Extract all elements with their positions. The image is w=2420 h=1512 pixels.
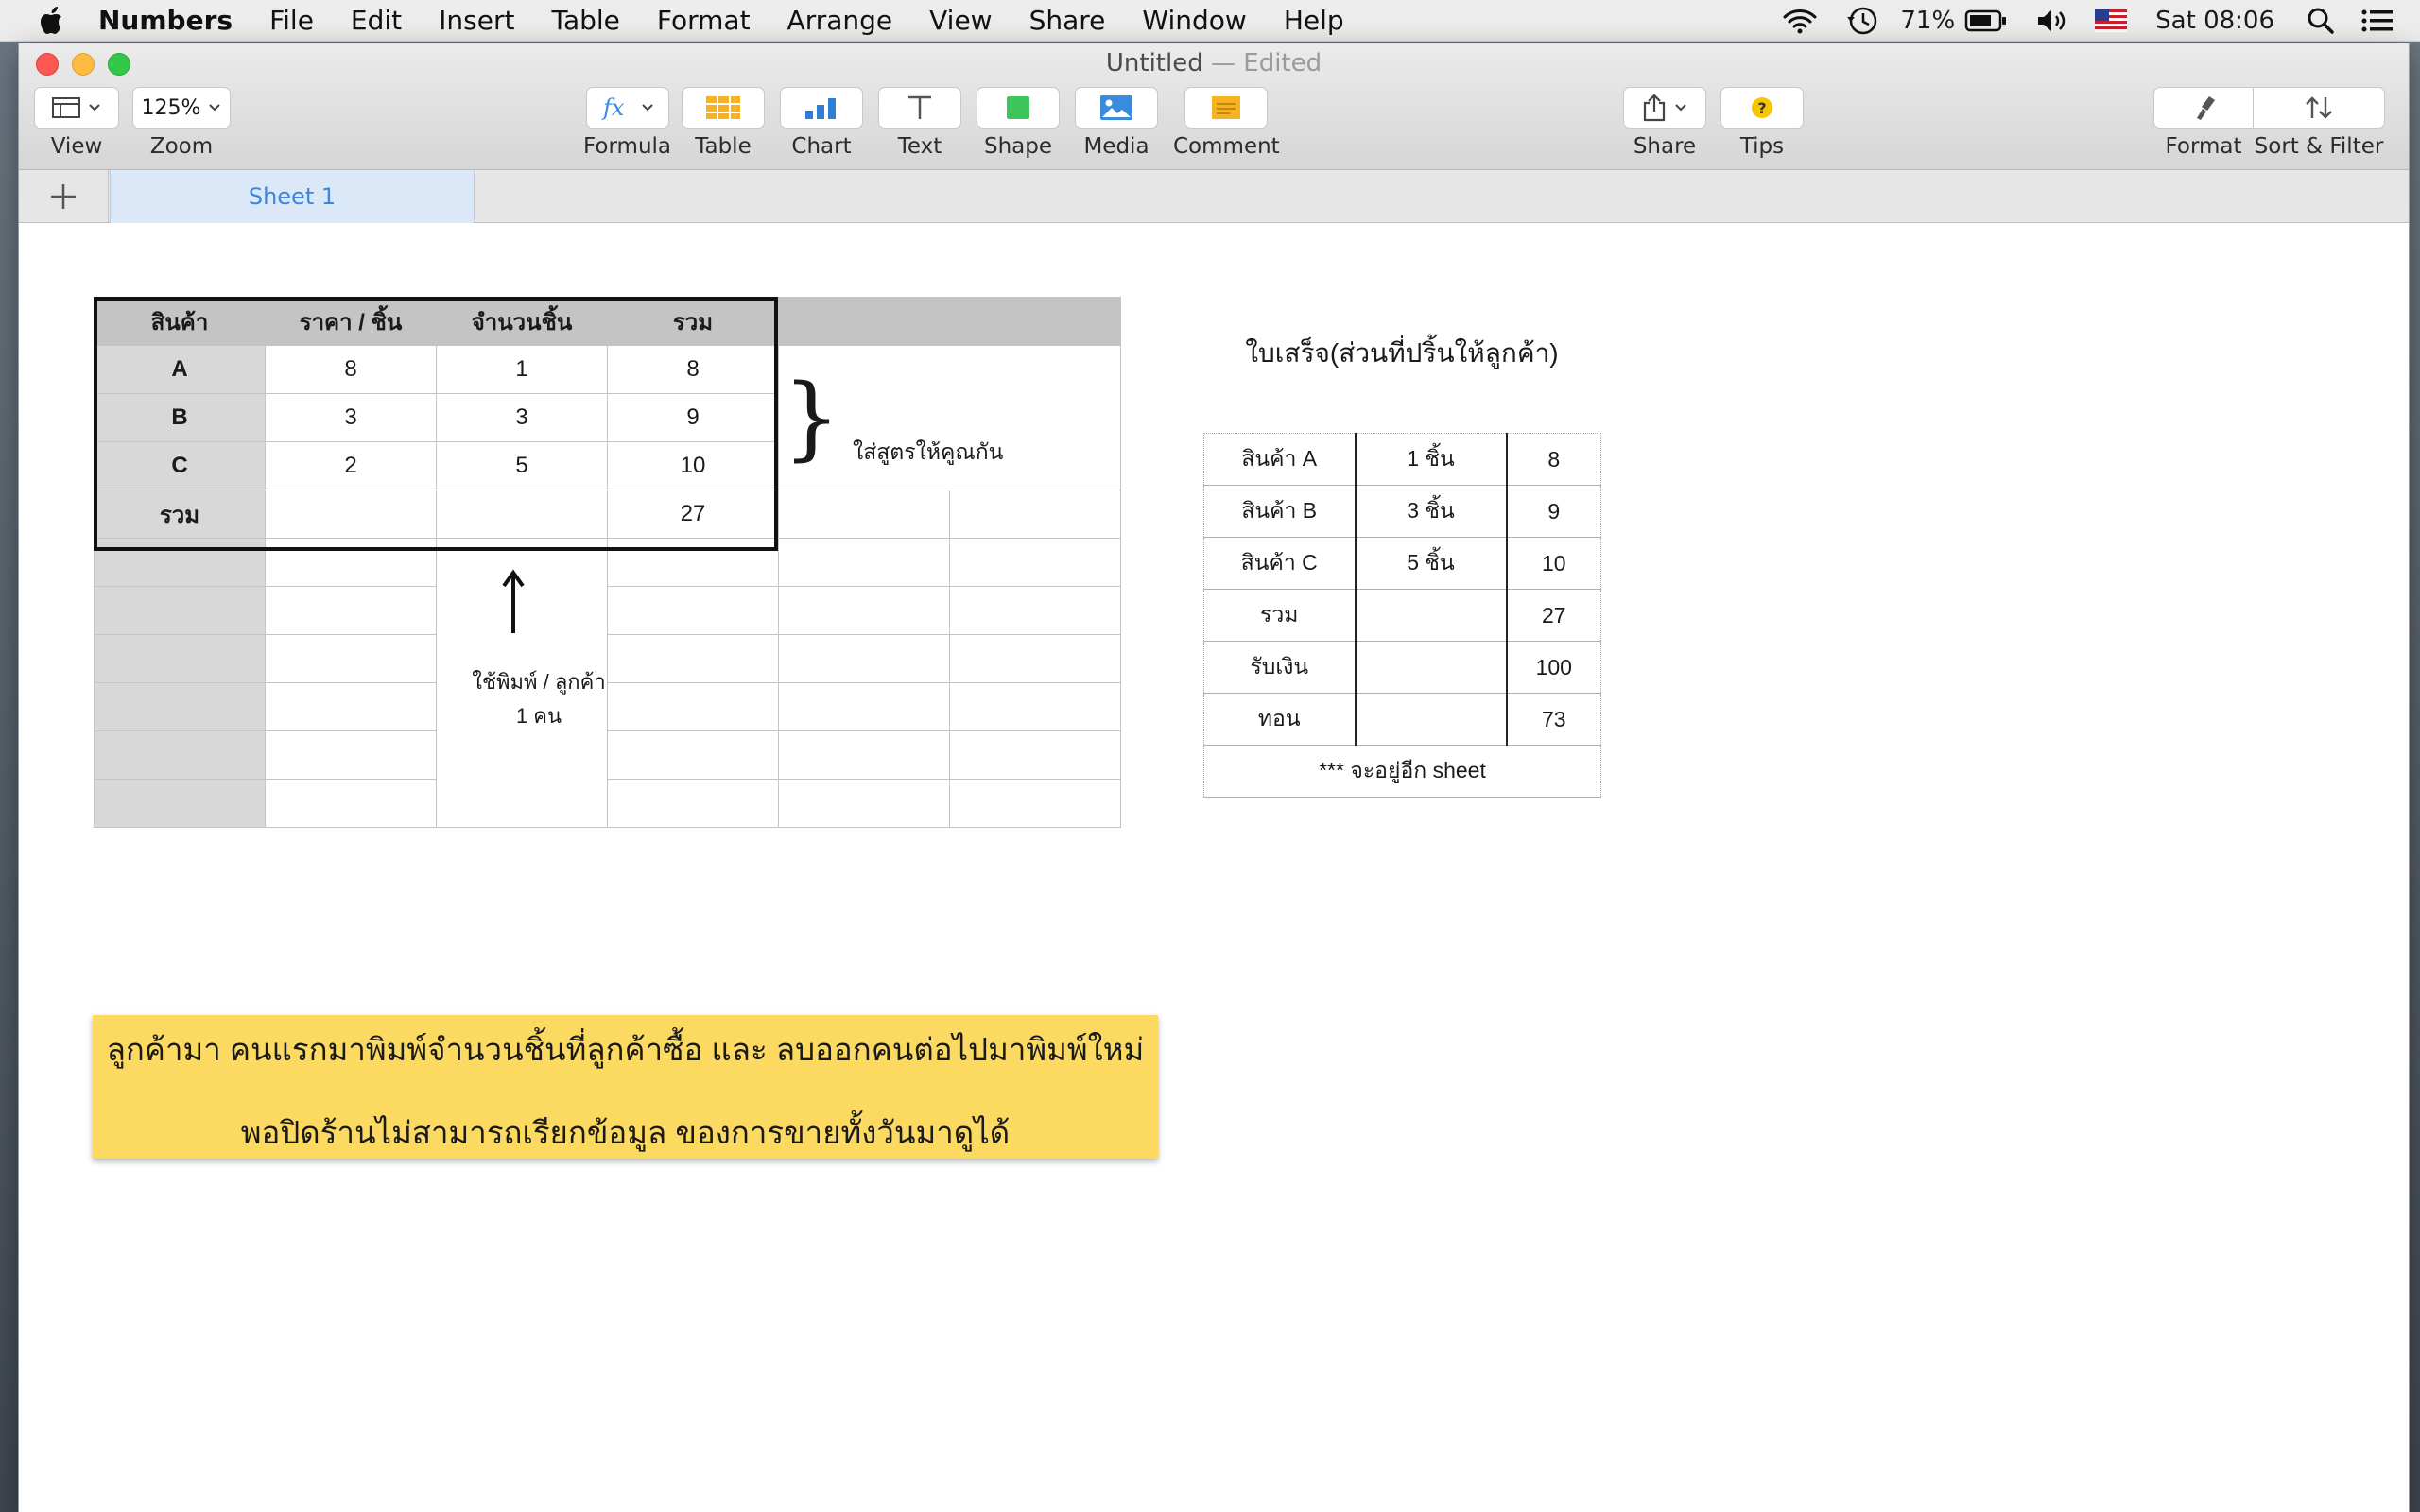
- table-header-row: [95, 298, 1121, 346]
- table-cell[interactable]: [950, 635, 1121, 683]
- document-title[interactable]: Untitled: [1105, 49, 1203, 77]
- table-cell[interactable]: 10: [1507, 538, 1601, 590]
- battery-icon[interactable]: [1964, 9, 2008, 33]
- table-cell[interactable]: [608, 683, 779, 731]
- table-cell[interactable]: [779, 539, 950, 587]
- table-cell[interactable]: [608, 731, 779, 780]
- table-cell[interactable]: 3 ชิ้น: [1356, 486, 1507, 538]
- comment-label: Comment: [1173, 134, 1280, 159]
- table-row: [95, 539, 1121, 587]
- table-cell[interactable]: รับเงิน: [1204, 642, 1356, 694]
- tips-tool: [1720, 87, 1804, 159]
- table-cell[interactable]: [950, 780, 1121, 828]
- row-header-cell[interactable]: [95, 780, 266, 828]
- menu-help[interactable]: Help: [1283, 5, 1344, 36]
- view-label: View: [50, 134, 103, 159]
- notification-center-icon[interactable]: [2361, 8, 2394, 34]
- menu-table[interactable]: Table: [551, 5, 620, 36]
- menu-view[interactable]: View: [929, 5, 993, 36]
- format-tool: [2153, 87, 2254, 159]
- shape-tool: [977, 87, 1060, 159]
- apple-menu-icon[interactable]: [36, 4, 70, 38]
- table-cell[interactable]: [779, 635, 950, 683]
- table-cell[interactable]: 8: [266, 346, 437, 394]
- formula-label: Formula: [583, 134, 671, 159]
- table-cell[interactable]: [779, 490, 950, 539]
- table-cell[interactable]: [266, 539, 437, 587]
- chevron-down-icon: [1674, 103, 1687, 112]
- table-row: [1204, 694, 1601, 746]
- table-cell[interactable]: [1356, 642, 1507, 694]
- table-cell[interactable]: 8: [1507, 434, 1601, 486]
- table-row: [1204, 538, 1601, 590]
- window-title: [19, 49, 2409, 77]
- table-cell[interactable]: [950, 587, 1121, 635]
- menu-insert[interactable]: Insert: [439, 5, 515, 36]
- main-sales-table: [94, 297, 1121, 828]
- header-cell[interactable]: [950, 298, 1121, 346]
- print-note-line: ใช้พิมพ์ / ลูกค้า: [472, 670, 606, 694]
- table-label: Table: [695, 134, 752, 159]
- print-note-line: 1 คน: [515, 704, 562, 728]
- header-cell[interactable]: ราคา / ชิ้น: [266, 298, 437, 346]
- share-label: Share: [1633, 134, 1697, 159]
- table-cell[interactable]: [608, 635, 779, 683]
- table-cell[interactable]: [266, 683, 437, 731]
- menu-arrange[interactable]: Arrange: [786, 5, 893, 36]
- table-cell[interactable]: [266, 780, 437, 828]
- header-cell[interactable]: จำนวนชิ้น: [437, 298, 608, 346]
- media-button[interactable]: [1075, 87, 1158, 129]
- share-icon: [1642, 94, 1667, 122]
- tips-label: Tips: [1739, 134, 1785, 159]
- paintbrush-icon: [2189, 94, 2218, 122]
- table-row: [95, 346, 1121, 394]
- table-cell[interactable]: [266, 587, 437, 635]
- up-arrow-shape[interactable]: [499, 569, 527, 635]
- row-header-cell[interactable]: A: [95, 346, 266, 394]
- table-cell[interactable]: [779, 731, 950, 780]
- chart-label: Chart: [791, 134, 852, 159]
- square-shape-icon: [1006, 95, 1030, 120]
- format-button[interactable]: [2153, 87, 2254, 129]
- text-button[interactable]: [878, 87, 961, 129]
- table-cell[interactable]: [1356, 694, 1507, 746]
- window-titlebar: [19, 43, 2409, 170]
- svg-text:?: ?: [1757, 99, 1767, 117]
- table-cell[interactable]: 27: [1507, 590, 1601, 642]
- us-flag-icon[interactable]: [2095, 9, 2127, 32]
- table-cell[interactable]: [437, 490, 608, 539]
- table-cell[interactable]: ทอน: [1204, 694, 1356, 746]
- print-note-text[interactable]: [452, 665, 626, 733]
- table-footer-row: [95, 490, 1121, 539]
- table-cell[interactable]: [950, 539, 1121, 587]
- table-row: [1204, 642, 1601, 694]
- table-cell[interactable]: [266, 490, 437, 539]
- row-header-cell[interactable]: [95, 683, 266, 731]
- sticky-note-line: พอปิดร้านไม่สามารถเรียกข้อมูล ของการขายทั้งวันมาดูได้: [240, 1115, 1011, 1150]
- shape-label: Shape: [983, 134, 1053, 159]
- formula-tool: [583, 87, 671, 159]
- sheet-tab-active[interactable]: Sheet 1: [110, 170, 475, 223]
- sticky-note[interactable]: [93, 1015, 1158, 1159]
- table-cell[interactable]: [608, 780, 779, 828]
- row-header-cell[interactable]: C: [95, 442, 266, 490]
- table-cell[interactable]: [779, 780, 950, 828]
- formula-note-text[interactable]: ใส่สูตรให้คูณกัน: [853, 439, 1004, 464]
- menu-bar: [0, 0, 2420, 42]
- menu-format[interactable]: Format: [656, 5, 751, 36]
- comment-note-icon: [1211, 95, 1241, 120]
- chevron-down-icon: [88, 103, 101, 112]
- help-question-icon: [1750, 95, 1774, 120]
- zoom-select[interactable]: [132, 87, 231, 129]
- row-header-cell[interactable]: รวม: [95, 490, 266, 539]
- table-cell[interactable]: [779, 587, 950, 635]
- table-cell[interactable]: 27: [608, 490, 779, 539]
- table-cell[interactable]: 1: [437, 346, 608, 394]
- spotlight-icon[interactable]: [2307, 7, 2335, 35]
- text-tool: [878, 87, 961, 159]
- receipt-footer-cell[interactable]: *** จะอยู่อีก sheet: [1204, 746, 1601, 798]
- table-footer-row: [1204, 746, 1601, 798]
- comment-button[interactable]: [1184, 87, 1268, 129]
- table-cell[interactable]: 100: [1507, 642, 1601, 694]
- text-t-icon: [906, 94, 934, 121]
- table-cell[interactable]: สินค้า A: [1204, 434, 1356, 486]
- table-cell[interactable]: 73: [1507, 694, 1601, 746]
- view-tool: [34, 87, 119, 159]
- share-button[interactable]: [1623, 87, 1706, 129]
- table-cell[interactable]: สินค้า B: [1204, 486, 1356, 538]
- bar-chart-icon: [804, 95, 839, 120]
- zoom-tool: [132, 87, 231, 159]
- sort-filter-label: Sort & Filter: [2254, 134, 2384, 159]
- sidebar-layout-icon: [52, 97, 80, 118]
- table-cell[interactable]: 9: [1507, 486, 1601, 538]
- function-fx-icon: [601, 95, 633, 120]
- table-cell[interactable]: 3: [266, 394, 437, 442]
- clock[interactable]: Sat 08:06: [2155, 7, 2274, 35]
- curly-brace-shape: }: [783, 365, 841, 471]
- plus-icon: [49, 182, 78, 211]
- row-header-cell[interactable]: B: [95, 394, 266, 442]
- table-cell[interactable]: [779, 683, 950, 731]
- chart-tool: [780, 87, 863, 159]
- row-header-cell[interactable]: [95, 635, 266, 683]
- table-button[interactable]: [682, 87, 765, 129]
- table-row: [95, 731, 1121, 780]
- sheet-canvas: [19, 223, 2409, 1512]
- shape-button[interactable]: [977, 87, 1060, 129]
- comment-tool: [1173, 87, 1280, 159]
- menu-app-numbers[interactable]: Numbers: [98, 5, 233, 36]
- battery-percent: 71%: [1900, 7, 1956, 35]
- table-cell[interactable]: [950, 731, 1121, 780]
- table-row: [1204, 590, 1601, 642]
- time-machine-icon[interactable]: [1845, 5, 1879, 37]
- text-label: Text: [897, 134, 942, 159]
- table-cell[interactable]: 2: [266, 442, 437, 490]
- wifi-icon[interactable]: [1781, 7, 1819, 35]
- table-cell[interactable]: [1356, 590, 1507, 642]
- header-cell[interactable]: รวม: [608, 298, 779, 346]
- formula-button[interactable]: [586, 87, 669, 129]
- sort-filter-tool: [2253, 87, 2385, 159]
- table-cell[interactable]: [608, 539, 779, 587]
- view-button[interactable]: [34, 87, 119, 129]
- photo-icon: [1099, 94, 1133, 121]
- table-cell[interactable]: 9: [608, 394, 779, 442]
- title-separator: —: [1211, 49, 1236, 77]
- chevron-down-icon: [641, 103, 654, 112]
- sort-arrows-icon: [2304, 94, 2334, 121]
- table-cell[interactable]: 8: [608, 346, 779, 394]
- share-tool: [1623, 87, 1706, 159]
- svg-text:fx: fx: [602, 95, 624, 120]
- tips-button[interactable]: [1720, 87, 1804, 129]
- menu-file[interactable]: File: [269, 5, 314, 36]
- zoom-value: 125%: [141, 95, 201, 120]
- table-cell[interactable]: รวม: [1204, 590, 1356, 642]
- receipt-table: [1203, 433, 1601, 798]
- menu-share[interactable]: Share: [1028, 5, 1106, 36]
- add-sheet-button[interactable]: [19, 170, 109, 222]
- table-icon: [705, 95, 741, 120]
- zoom-label: Zoom: [149, 134, 214, 159]
- chevron-down-icon: [208, 103, 221, 112]
- table-cell[interactable]: 10: [608, 442, 779, 490]
- table-row: [95, 780, 1121, 828]
- row-header-cell[interactable]: [95, 587, 266, 635]
- numbers-window: [19, 43, 2409, 1512]
- table-cell[interactable]: 3: [437, 394, 608, 442]
- table-row: [1204, 486, 1601, 538]
- format-label: Format: [2165, 134, 2242, 159]
- menu-window[interactable]: Window: [1142, 5, 1247, 36]
- volume-icon[interactable]: [2034, 7, 2068, 35]
- table-cell[interactable]: สินค้า C: [1204, 538, 1356, 590]
- header-cell[interactable]: [779, 298, 950, 346]
- table-cell[interactable]: [608, 587, 779, 635]
- receipt-title[interactable]: ใบเสร็จ(ส่วนที่ปริ้นให้ลูกค้า): [1245, 338, 1559, 368]
- table-cell[interactable]: [266, 635, 437, 683]
- table-cell[interactable]: 1 ชิ้น: [1356, 434, 1507, 486]
- table-cell[interactable]: [266, 731, 437, 780]
- sheet-tab-bar: [19, 170, 2409, 223]
- table-cell[interactable]: 5: [437, 442, 608, 490]
- chart-button[interactable]: [780, 87, 863, 129]
- table-cell[interactable]: [950, 683, 1121, 731]
- row-header-cell[interactable]: [95, 539, 266, 587]
- sticky-note-line: ลูกค้ามา คนแรกมาพิมพ์จำนวนชิ้นที่ลูกค้าซื้อ และ ลบออกคนต่อไปมาพิมพ์ใหม่: [106, 1032, 1145, 1067]
- menu-edit[interactable]: Edit: [350, 5, 403, 36]
- table-cell[interactable]: [950, 490, 1121, 539]
- sort-filter-button[interactable]: [2253, 87, 2385, 129]
- table-row: [1204, 434, 1601, 486]
- media-tool: [1075, 87, 1158, 159]
- table-tool: [682, 87, 765, 159]
- table-cell[interactable]: 5 ชิ้น: [1356, 538, 1507, 590]
- table-row: [95, 587, 1121, 635]
- header-cell[interactable]: สินค้า: [95, 298, 266, 346]
- row-header-cell[interactable]: [95, 731, 266, 780]
- document-status: Edited: [1243, 49, 1322, 77]
- media-label: Media: [1083, 134, 1150, 159]
